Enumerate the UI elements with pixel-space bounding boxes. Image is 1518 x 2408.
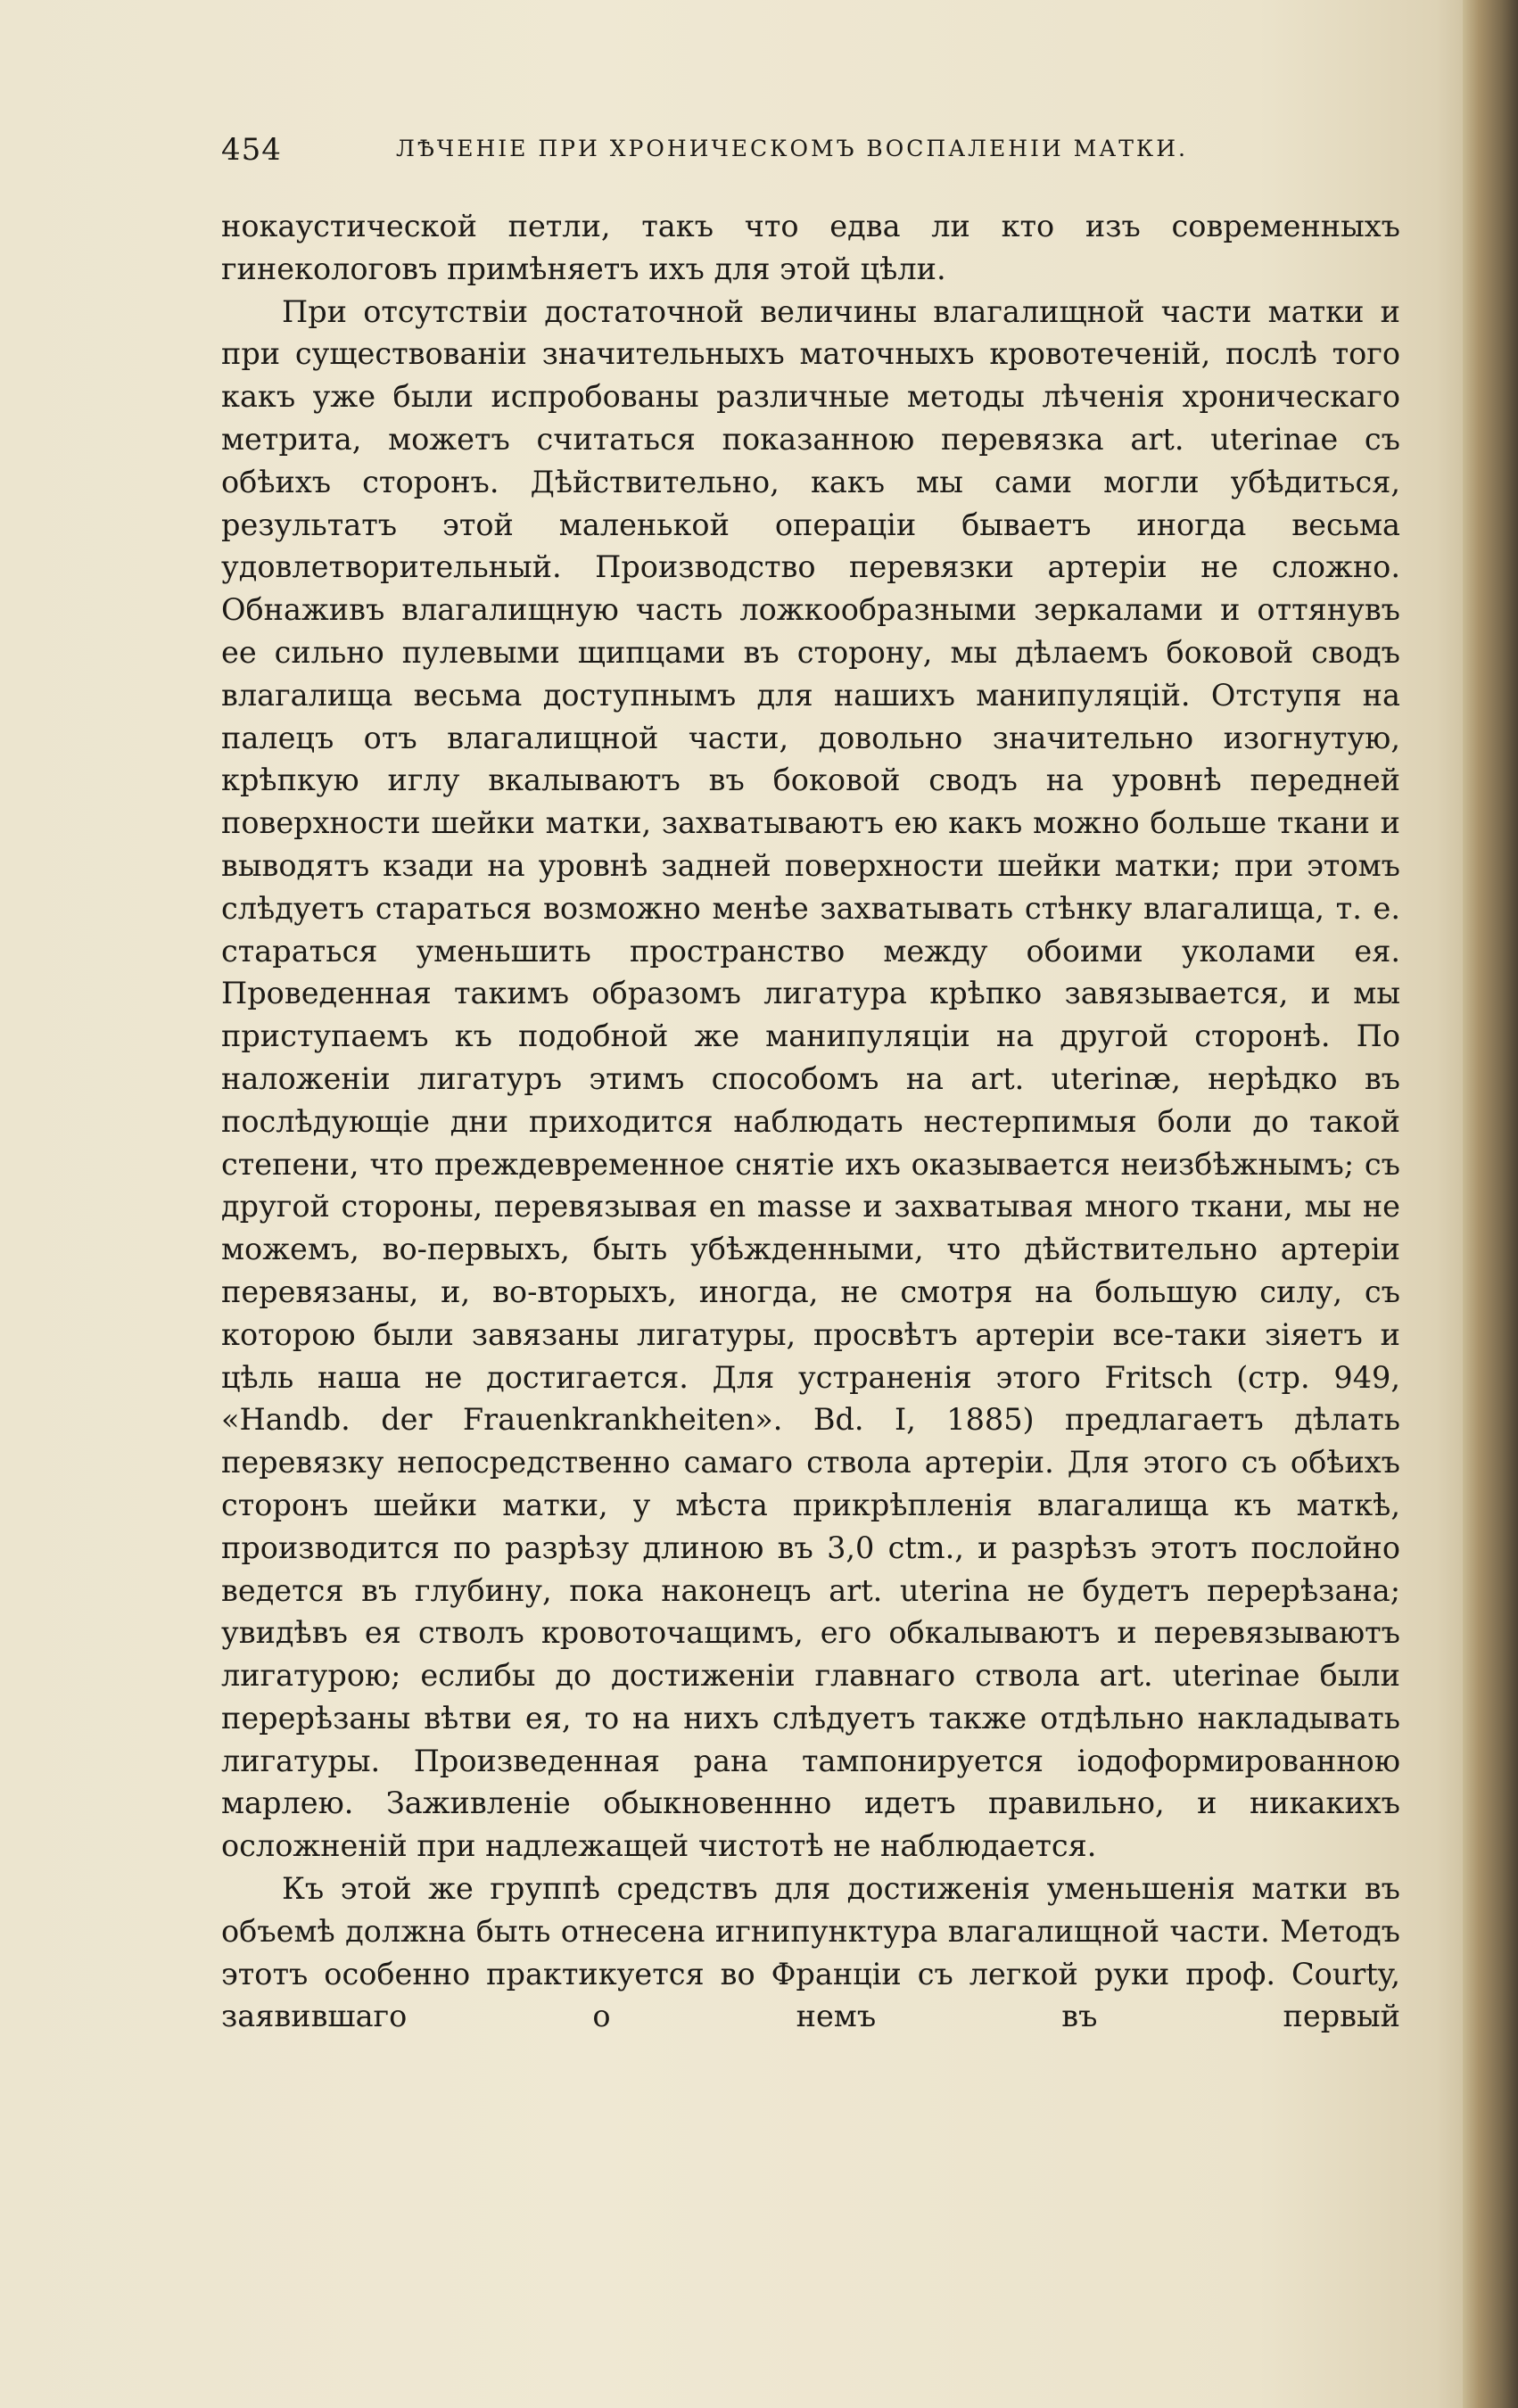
paragraph: нокаустической петли, такъ что едва ли кто изъ современныхъ гинекологовъ примѣняетъ ихъ для этой цѣли.	[221, 209, 1400, 286]
page-header	[221, 132, 1400, 168]
page-number: 454	[221, 132, 282, 168]
paragraph: Къ этой же группѣ средствъ для достиженія уменьшенія матки въ объемѣ должна быть отнесена игнипунктура влагалищной части. Методъ этотъ особенно практикуется во Франціи съ легкой руки проф. Courty, заявившаго о немъ въ первый	[221, 1871, 1400, 2034]
body-text	[221, 205, 1400, 2038]
running-head: ЛѢЧЕНІЕ ПРИ ХРОНИЧЕСКОМЪ ВОСПАЛЕНІИ МАТКИ.	[396, 136, 1188, 161]
paragraph: При отсутствіи достаточной величины влагалищной части матки и при существованіи значительныхъ маточныхъ кровотеченій, послѣ того какъ уже были испробованы различные методы лѣченія хроническаго метрита, можетъ считаться показанною перевязка art. uterinae съ обѣихъ сторонъ. Дѣйствительно, какъ мы сами могли убѣдиться, результатъ этой маленькой операціи бываетъ иногда весьма удовлетворительный. Производство перевязки артеріи не сложно. Обнаживъ влагалищную часть ложкообразными зеркалами и оттянувъ ее сильно пулевыми щипцами въ сторону, мы дѣлаемъ боковой сводъ влагалища весьма доступнымъ для нашихъ манипуляцій. Отступя на палецъ отъ влагалищной части, довольно значительно изогнутую, крѣпкую иглу вкалываютъ въ боковой сводъ на уровнѣ передней поверхности шейки матки, захватываютъ ею какъ можно больше ткани и выводятъ кзади на уровнѣ задней поверхности шейки матки; при этомъ слѣдуетъ стараться возможно менѣе захватывать стѣнку влагалища, т. е. стараться уменьшить пространство между обоими уколами ея. Проведенная такимъ образомъ лигатура крѣпко завязывается, и мы приступаемъ къ подобной же манипуляціи на другой сторонѣ. По наложеніи лигатуръ этимъ способомъ на art. uterinæ, нерѣдко въ послѣдующіе дни приходится наблюдать нестерпимыя боли до такой степени, что преждевременное снятіе ихъ оказывается неизбѣжнымъ; съ другой стороны, перевязывая en masse и захватывая много ткани, мы не можемъ, во-первыхъ, быть убѣжденными, что дѣйствительно артеріи перевязаны, и, во-вторыхъ, иногда, не смотря на большую силу, съ которою были завязаны лигатуры, просвѣтъ артеріи все-таки зіяетъ и цѣль наша не достигается. Для устраненія этого Fritsch (стр. 949, «Handb. der Frauenkrankheiten». Bd. I, 1885) предлагаетъ дѣлать перевязку непосредственно самаго ствола артеріи. Для этого съ обѣихъ сторонъ шейки матки, у мѣста прикрѣпленія влагалища къ маткѣ, производится по разрѣзу длиною въ 3,0 ctm., и разрѣзъ этотъ послойно ведется въ глубину, пока наконецъ art. uterina не будетъ перерѣзана; увидѣвъ ея стволъ кровоточащимъ, его обкалываютъ и перевязываютъ лигатурою; еслибы до достиженіи главнаго ствола art. uterinae были перерѣзаны вѣтви ея, то на нихъ слѣдуетъ также отдѣльно накладывать лигатуры. Произведенная рана тампонируется іодоформированною марлею. Заживленіе обыкновенннo идетъ правильно, и никакихъ осложненій при надлежащей чистотѣ не наблюдается.	[221, 293, 1400, 1864]
book-spine	[1463, 0, 1518, 2408]
